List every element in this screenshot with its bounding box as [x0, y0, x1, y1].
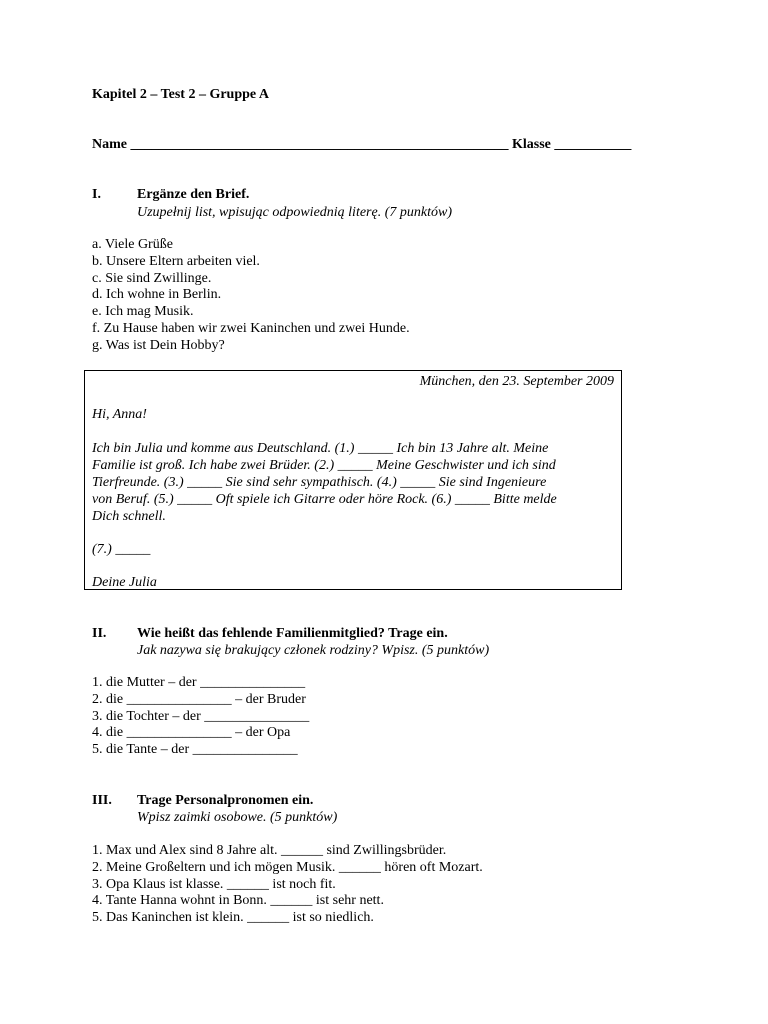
section1-subtitle: Uzupełnij list, wpisując odpowiednią literę. (7 punktów)	[137, 205, 452, 220]
section3-number: III.	[92, 793, 112, 808]
letter-line: von Beruf. (5.) _____ Oft spiele ich Gitarre oder höre Rock. (6.) _____ Bitte melde	[92, 492, 557, 507]
option-item: b. Unsere Eltern arbeiten viel.	[92, 253, 260, 269]
letter-box	[84, 370, 622, 590]
section1-title: Ergänze den Brief.	[137, 187, 250, 202]
option-item: d. Ich wohne in Berlin.	[92, 287, 222, 303]
option-item: c. Sie sind Zwillinge.	[92, 270, 212, 286]
list-item: 3. die Tochter – der _______________	[92, 708, 310, 724]
list-item: 4. Tante Hanna wohnt in Bonn. ______ ist sehr nett.	[92, 893, 384, 909]
option-item: f. Zu Hause haben wir zwei Kaninchen und zwei Hunde.	[92, 320, 410, 336]
section1-options	[92, 237, 410, 355]
section3-title: Trage Personalpronomen ein.	[137, 793, 314, 808]
list-item: 4. die _______________ – der Opa	[92, 725, 291, 741]
test-title: Kapitel 2 – Test 2 – Gruppe A	[92, 87, 269, 102]
name-class-line: Name ______________________________________________________ Klasse ___________	[92, 137, 632, 152]
option-item: e. Ich mag Musik.	[92, 304, 194, 320]
option-item: a. Viele Grüße	[92, 237, 173, 252]
list-item: 5. Das Kaninchen ist klein. ______ ist so niedlich.	[92, 910, 374, 926]
letter-line: Ich bin Julia und komme aus Deutschland. (1.) _____ Ich bin 13 Jahre alt. Meine	[92, 441, 549, 456]
letter-greeting: Hi, Anna!	[92, 407, 147, 422]
section2-items	[92, 675, 309, 759]
list-item: 2. die _______________ – der Bruder	[92, 691, 306, 707]
list-item: 3. Opa Klaus ist klasse. ______ ist noch fit.	[92, 876, 336, 892]
section2-subtitle: Jak nazywa się brakujący członek rodziny? Wpisz. (5 punktów)	[137, 643, 490, 658]
letter-signature: Deine Julia	[92, 575, 157, 590]
section3-subtitle: Wpisz zaimki osobowe. (5 punktów)	[137, 810, 338, 825]
list-item: 1. Max und Alex sind 8 Jahre alt. ______ sind Zwillingsbrüder.	[92, 843, 447, 858]
section1-number: I.	[92, 187, 101, 202]
section3-items	[92, 843, 483, 927]
section2-title: Wie heißt das fehlende Familienmitglied? Trage ein.	[137, 626, 448, 641]
section2-number: II.	[92, 626, 107, 641]
letter-blank-7: (7.) _____	[92, 542, 151, 557]
letter-date: München, den 23. September 2009	[419, 374, 614, 389]
letter-line: Familie ist groß. Ich habe zwei Brüder. (2.) _____ Meine Geschwister und ich sind	[92, 458, 556, 473]
list-item: 2. Meine Großeltern und ich mögen Musik. ______ hören oft Mozart.	[92, 859, 483, 875]
list-item: 5. die Tante – der _______________	[92, 742, 298, 758]
list-item: 1. die Mutter – der _______________	[92, 675, 306, 690]
letter-line: Tierfreunde. (3.) _____ Sie sind sehr sympathisch. (4.) _____ Sie sind Ingenieure	[92, 475, 547, 490]
option-item: g. Was ist Dein Hobby?	[92, 337, 225, 353]
letter-line: Dich schnell.	[92, 509, 166, 524]
